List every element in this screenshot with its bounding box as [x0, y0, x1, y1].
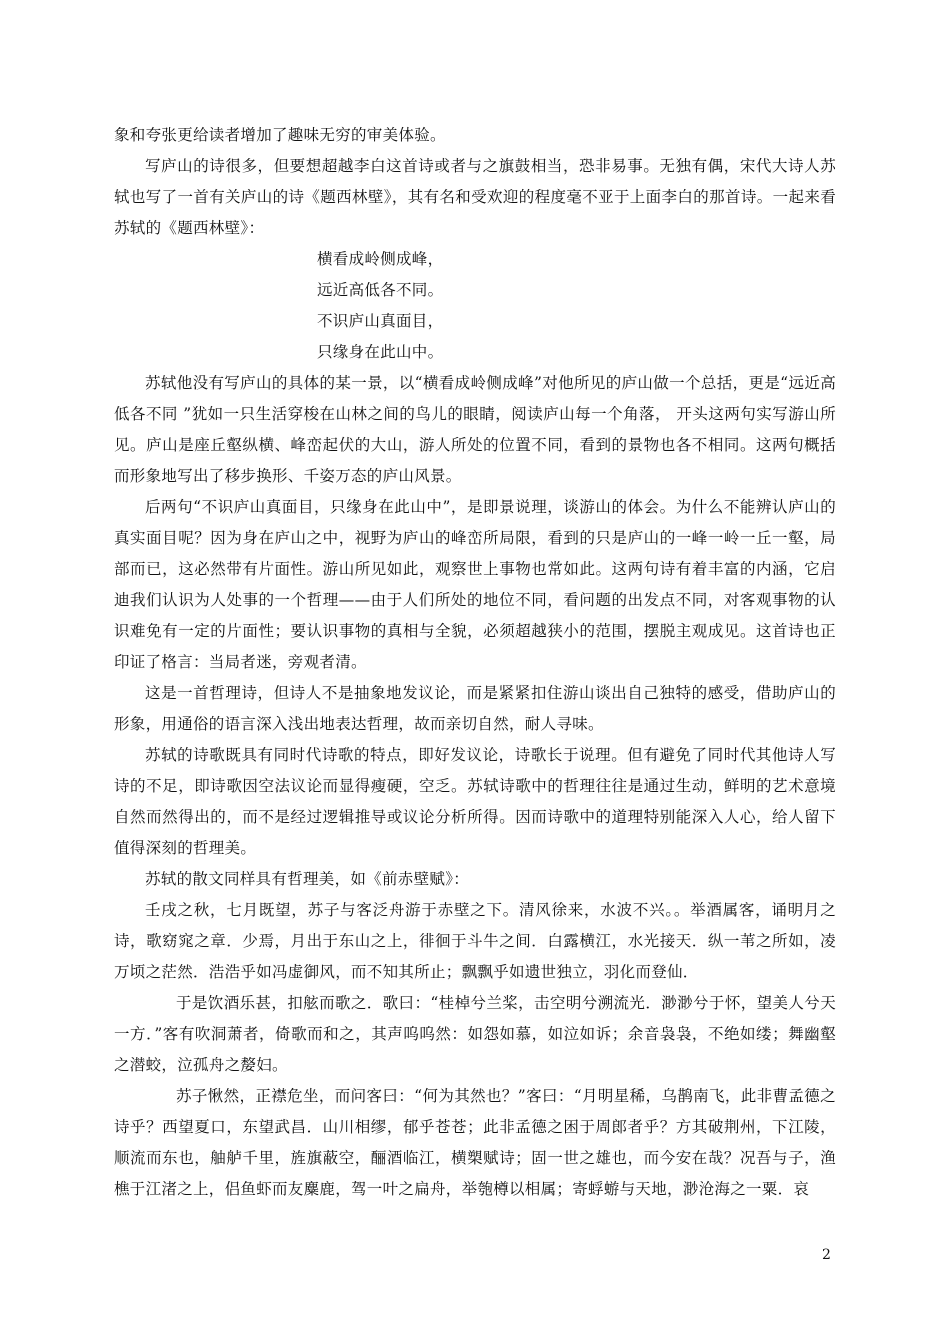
paragraph-analysis-last-lines: 后两句“不识庐山真面目，只缘身在此山中”，是即景说理，谈游山的体会。为什么不能辨认庐山的真实面目呢？因为身在庐山之中，视野为庐山的峰峦所局限，看到的只是庐山的一峰一岭一丘一壑，局部而已，这必然带有片面性。游山所见如此，观察世上事物也常如此。这两句诗有着丰富的内涵，它启迪我们认识为人处事的一个哲理——由于人们所处的地位不同，看问题的出发点不同，对客观事物的认识难免有一定的片面性；要认识事物的真相与全貌，必须超越狭小的范围，摆脱主观成见。这首诗也正印证了格言：当局者迷，旁观者清。 — [114, 498, 836, 671]
poem-ti-xi-lin-bi — [114, 244, 836, 368]
paragraph-prose-intro: 苏轼的散文同样具有哲理美，如《前赤壁赋》： — [145, 870, 470, 888]
paragraph-analysis-first-lines: 苏轼他没有写庐山的具体的某一景，以“横看成岭侧成峰”对他所见的庐山做一个总括，更是“远近高低各不同 ”犹如一只生活穿梭在山林之间的鸟儿的眼睛，阅读庐山每一个角落， 开头这两句实写游山所见。庐山是座丘壑纵横、峰峦起伏的大山，游人所处的位置不同，看到的景物也各不相同。这两句概括而形象地写出了移步换形、千姿万态的庐山风景。 — [114, 374, 836, 485]
paragraph-chibi-fu-3: 苏子愀然，正襟危坐，而问客曰：“何为其然也？”客曰：“月明星稀，乌鹊南飞，此非曹孟德之诗乎？西望夏口，东望武昌．山川相缪，郁乎苍苍；此非孟德之困于周郎者乎？方其破荆州，下江陵，顺流而东也，舳舻千里，旌旗蔽空，酾酒临江，横槊赋诗；固一世之雄也，而今安在哉？况吾与子，渔樵于江渚之上，侣鱼虾而友麋鹿，驾一叶之扁舟，举匏樽以相属；寄蜉蝣与天地，渺沧海之一粟．哀 — [114, 1087, 836, 1198]
paragraph-intro-poem: 写庐山的诗很多，但要想超越李白这首诗或者与之旗鼓相当，恐非易事。无独有偶，宋代大诗人苏轼也写了一首有关庐山的诗《题西林壁》，其有名和受欢迎的程度毫不亚于上面李白的那首诗。一起来看苏轼的《题西林壁》： — [114, 157, 836, 237]
paragraph-chibi-fu-1: 壬戌之秋，七月既望，苏子与客泛舟游于赤壁之下。清风徐来，水波不兴。。举酒属客，诵明月之诗，歌窈窕之章．少焉，月出于东山之上，徘徊于斗牛之间．白露横江，水光接天．纵一苇之所如，凌万顷之茫然．浩浩乎如冯虚御风，而不知其所止；飘飘乎如遗世独立，羽化而登仙． — [114, 901, 836, 981]
document-body — [114, 120, 836, 1205]
poem-line: 只缘身在此山中。 — [317, 343, 444, 361]
page-number: 2 — [822, 1247, 831, 1263]
paragraph-chibi-fu-2: 于是饮酒乐甚，扣舷而歌之．歌曰：“桂棹兮兰桨，击空明兮溯流光．渺渺兮于怀，望美人兮天一方．”客有吹洞萧者，倚歌而和之，其声呜呜然：如怨如慕，如泣如诉；余音袅袅，不绝如缕；舞幽壑之潜蛟，泣孤舟之嫠妇。 — [114, 994, 836, 1074]
paragraph-continuation: 象和夸张更给读者增加了趣味无穷的审美体验。 — [114, 126, 446, 144]
paragraph-philosophical-poem: 这是一首哲理诗，但诗人不是抽象地发议论，而是紧紧扣住游山谈出自己独特的感受，借助庐山的形象，用通俗的语言深入浅出地表达哲理，故而亲切自然，耐人寻味。 — [114, 684, 836, 733]
poem-line: 不识庐山真面目， — [317, 312, 444, 330]
poem-line: 远近高低各不同。 — [317, 281, 444, 299]
poem-line: 横看成岭侧成峰， — [317, 250, 444, 268]
paragraph-su-shi-poetry: 苏轼的诗歌既具有同时代诗歌的特点，即好发议论，诗歌长于说理。但有避免了同时代其他诗人写诗的不足，即诗歌因空法议论而显得瘦硬，空乏。苏轼诗歌中的哲理往往是通过生动，鲜明的艺术意境自然而然得出的，而不是经过逻辑推导或议论分析所得。因而诗歌中的道理特别能深入人心，给人留下值得深刻的哲理美。 — [114, 746, 836, 857]
